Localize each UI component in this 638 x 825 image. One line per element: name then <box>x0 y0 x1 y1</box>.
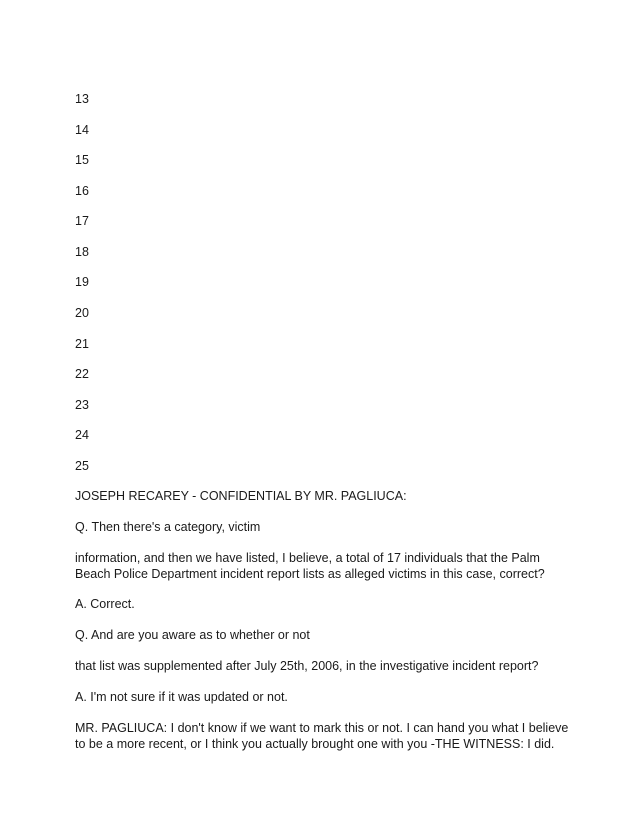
line-number: 18 <box>75 244 89 259</box>
answer-paragraph: A. I'm not sure if it was updated or not. <box>75 690 288 704</box>
transcript-body <box>75 488 570 767</box>
line-number: 13 <box>75 92 89 106</box>
line-number: 22 <box>75 367 89 382</box>
line-number: 20 <box>75 306 89 321</box>
answer-paragraph: A. Correct. <box>75 597 135 611</box>
question-paragraph: Q. Then there's a category, victim <box>75 520 261 534</box>
section-heading: JOSEPH RECAREY - CONFIDENTIAL BY MR. PAGLIUCA: <box>75 489 407 503</box>
question-continuation: information, and then we have listed, I believe, a total of 17 individuals that the Palm Beach Police Department incident report lists as alleged victims in this case, correct? <box>75 551 545 581</box>
line-number: 17 <box>75 214 89 229</box>
line-number: 21 <box>75 336 89 351</box>
line-number: 19 <box>75 275 89 290</box>
line-number: 14 <box>75 122 89 137</box>
line-number: 24 <box>75 428 89 443</box>
line-number: 16 <box>75 183 89 198</box>
question-continuation: that list was supplemented after July 25th, 2006, in the investigative incident report? <box>75 659 539 673</box>
line-number: 25 <box>75 458 89 473</box>
speaker-paragraph: MR. PAGLIUCA: I don't know if we want to mark this or not. I can hand you what I believe to be a more recent, or I think you actually brought one with you -THE WITNESS: I did. <box>75 721 569 751</box>
line-number: 23 <box>75 397 89 412</box>
question-paragraph: Q. And are you aware as to whether or not <box>75 628 310 642</box>
line-number-column <box>75 91 89 489</box>
line-number: 15 <box>75 153 89 168</box>
